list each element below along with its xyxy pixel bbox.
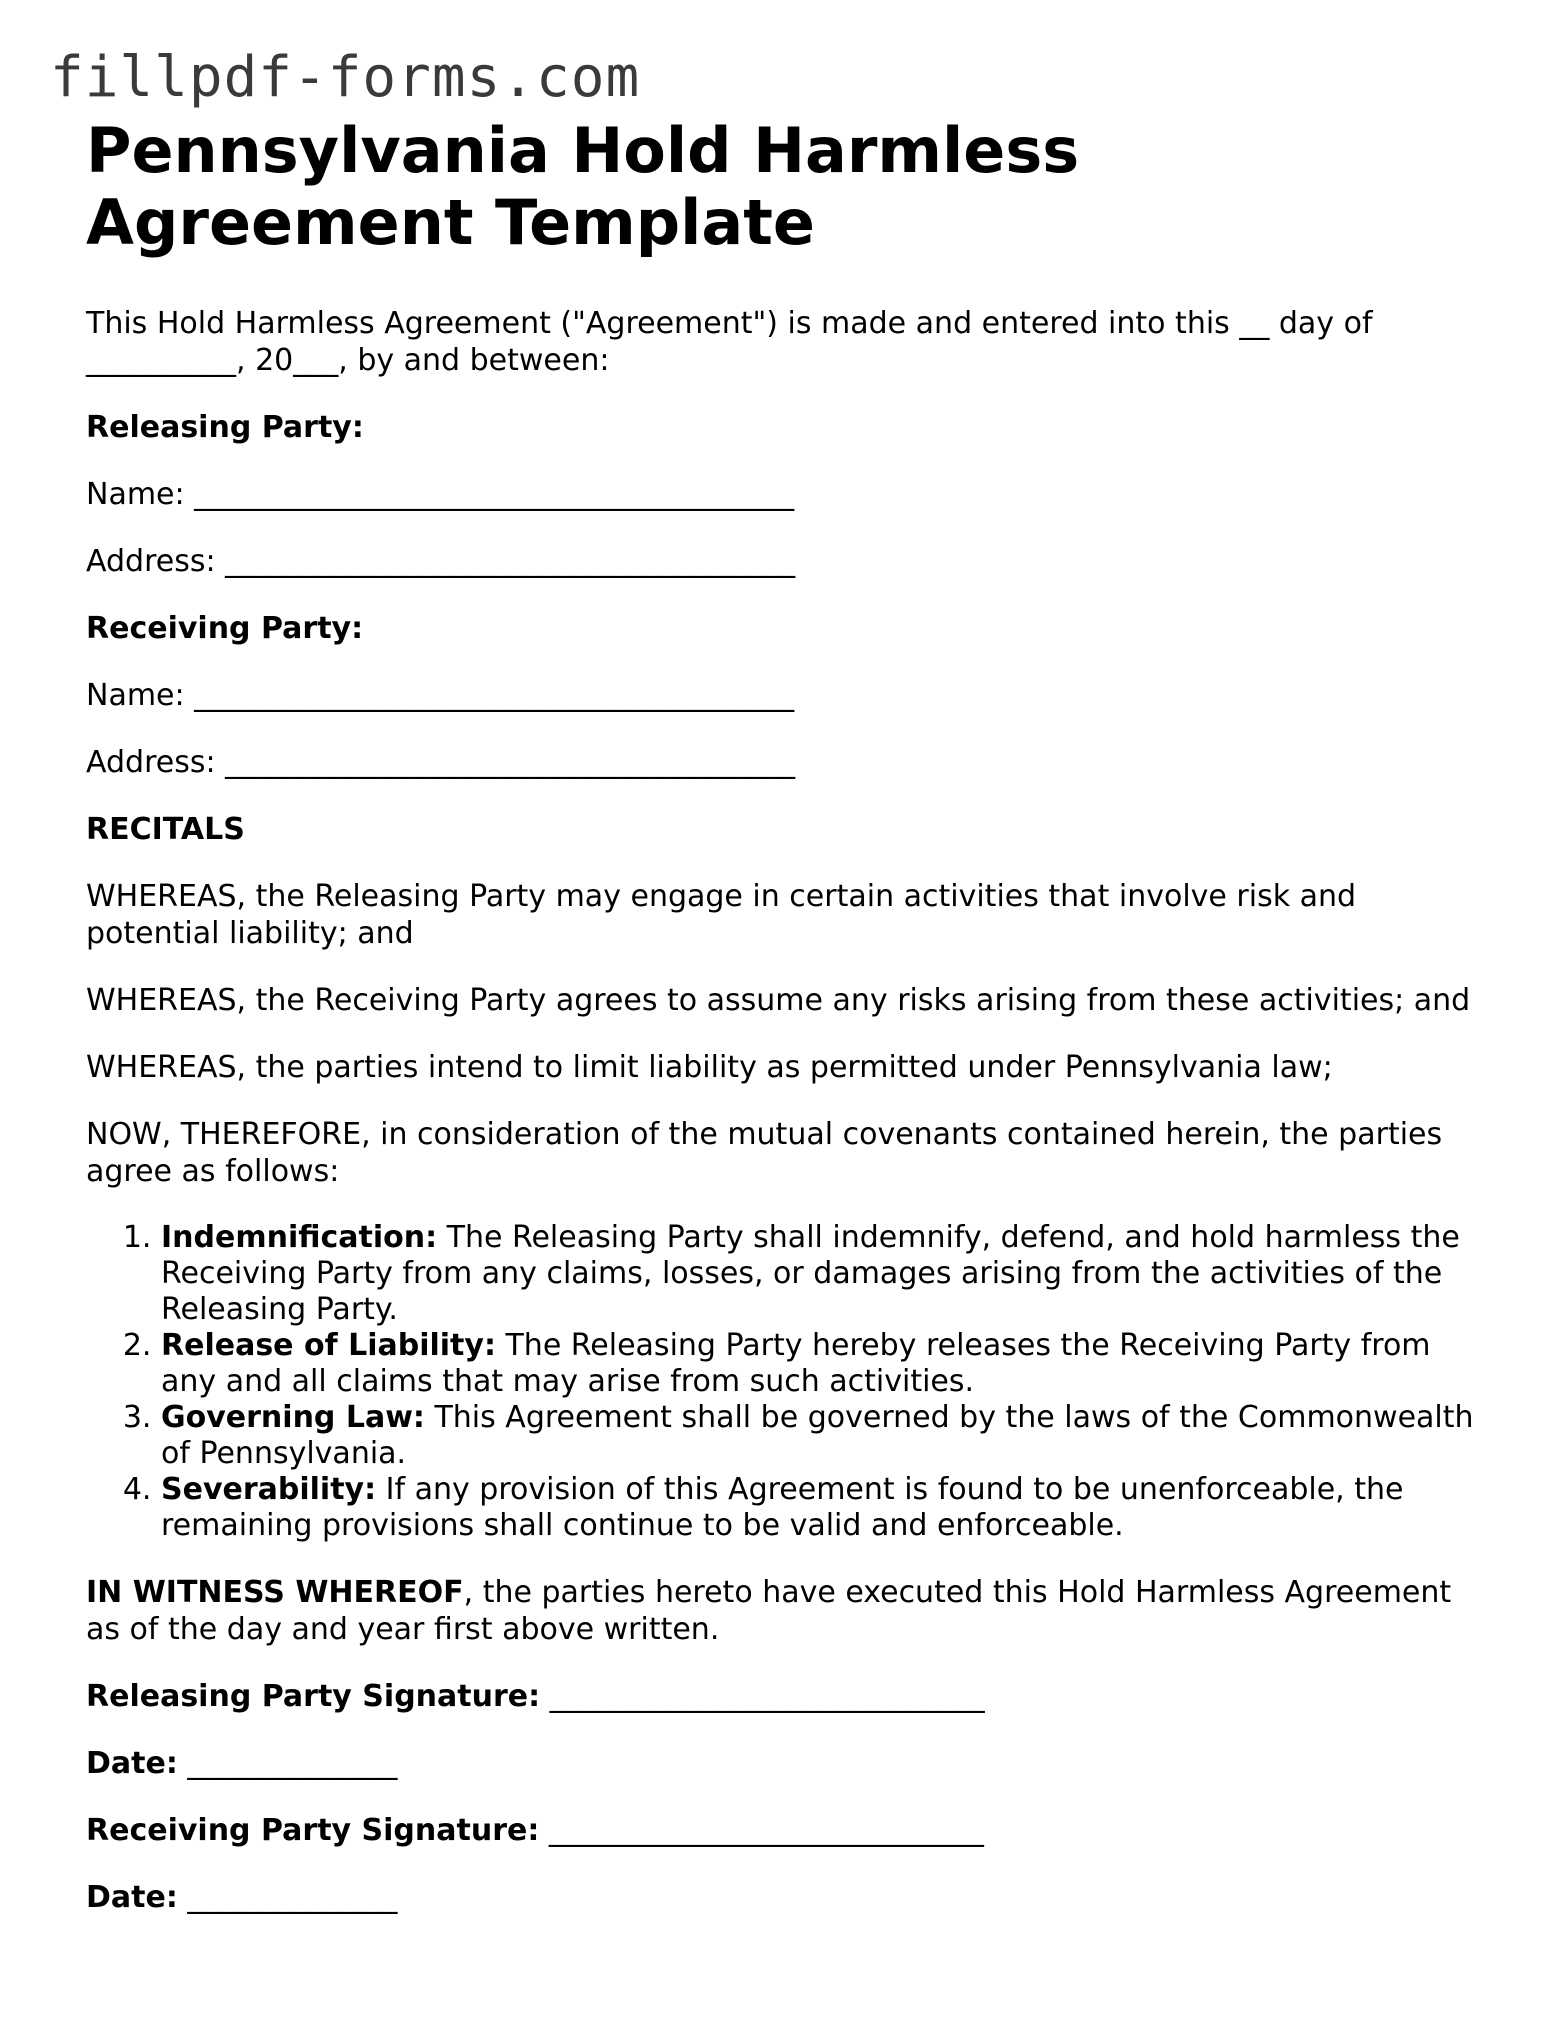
term-label: Release of Liability:	[161, 1328, 496, 1363]
releasing-signature-line: _____________________________	[540, 1679, 985, 1714]
witness-paragraph	[86, 1574, 1486, 1648]
receiving-party-address-field: Address: ______________________________________	[86, 745, 796, 780]
term-indemnification	[161, 1220, 1486, 1328]
date-line-2: ______________	[177, 1880, 398, 1915]
witness-text: , the parties hereto have executed this Hold Harmless Agreement as of the day and year first above written.	[86, 1575, 1452, 1647]
term-release-of-liability	[161, 1328, 1486, 1400]
receiving-signature-line: _____________________________	[539, 1813, 984, 1848]
term-text: If any provision of this Agreement is found to be unenforceable, the remaining provisions shall continue to be valid and enforceable.	[161, 1472, 1404, 1543]
receiving-party-name-field: Name: ________________________________________	[86, 678, 795, 713]
term-text: The Releasing Party shall indemnify, defend, and hold harmless the Receiving Party from any claims, losses, or damages arising from the activities of the Releasing Party.	[161, 1220, 1460, 1327]
document-title: Pennsylvania Hold Harmless Agreement Template	[86, 114, 1080, 259]
intro-paragraph: This Hold Harmless Agreement ("Agreement") is made and entered into this __ day of __________, 20___, by and between:	[86, 306, 1373, 378]
term-label: Severability:	[161, 1472, 377, 1507]
now-therefore-clause: NOW, THEREFORE, in consideration of the mutual covenants contained herein, the parties agree as follows:	[86, 1117, 1443, 1189]
term-governing-law	[161, 1400, 1486, 1472]
releasing-signature-label: Releasing Party Signature:	[86, 1679, 541, 1714]
releasing-party-address-field: Address: ______________________________________	[86, 544, 796, 579]
term-text: The Releasing Party hereby releases the Receiving Party from any and all claims that may arise from such activities.	[161, 1328, 1431, 1399]
receiving-signature-label: Receiving Party Signature:	[86, 1813, 540, 1848]
document-page	[86, 115, 1486, 1946]
term-severability	[161, 1472, 1486, 1544]
releasing-party-name-field: Name: ________________________________________	[86, 477, 795, 512]
terms-list	[86, 1220, 1486, 1544]
recitals-heading: RECITALS	[86, 812, 245, 847]
term-label: Indemnification:	[161, 1220, 438, 1255]
watermark: fillpdf-forms.com	[50, 45, 641, 110]
whereas-clause-3: WHEREAS, the parties intend to limit liability as permitted under Pennsylvania law;	[86, 1050, 1333, 1085]
date-field-1	[86, 1745, 1486, 1782]
whereas-clause-1: WHEREAS, the Releasing Party may engage in certain activities that involve risk and potential liability; and	[86, 879, 1357, 951]
date-line-1: ______________	[177, 1746, 398, 1781]
releasing-signature-field	[86, 1678, 1486, 1715]
releasing-party-heading: Releasing Party:	[86, 410, 364, 445]
term-label: Governing Law:	[161, 1400, 425, 1435]
date-label-2: Date:	[86, 1880, 178, 1915]
term-text: This Agreement shall be governed by the laws of the Commonwealth of Pennsylvania.	[161, 1400, 1474, 1471]
date-label-1: Date:	[86, 1746, 178, 1781]
date-field-2	[86, 1879, 1486, 1916]
witness-lead: IN WITNESS WHEREOF	[86, 1575, 464, 1610]
whereas-clause-2: WHEREAS, the Receiving Party agrees to assume any risks arising from these activities; and	[86, 983, 1471, 1018]
receiving-signature-field	[86, 1812, 1486, 1849]
receiving-party-heading: Receiving Party:	[86, 611, 364, 646]
